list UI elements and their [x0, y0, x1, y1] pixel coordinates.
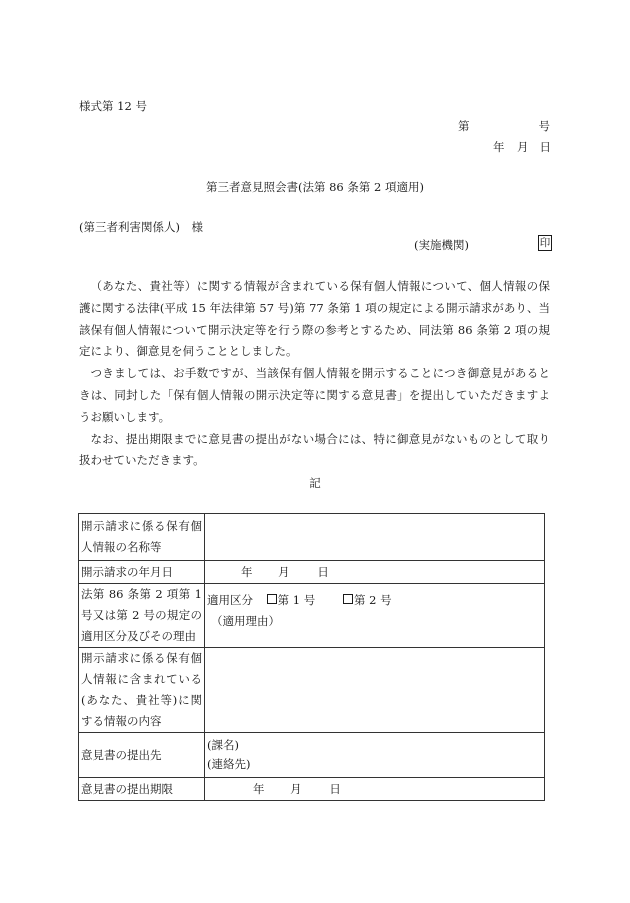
checkbox-icon[interactable]: [343, 594, 353, 604]
body-paragraph: つきましては、お手数ですが、当該保有個人情報を開示することにつき御意見があるときは、同封した「保有個人情報の開示決定等に関する意見書」を提出していただきますようお願いします。: [79, 366, 550, 424]
doc-date-month: 月: [517, 140, 529, 154]
option-item-2[interactable]: [343, 590, 392, 611]
table-row: [79, 733, 545, 778]
ki-heading: 記: [309, 476, 321, 490]
department-label: (課名): [207, 738, 239, 752]
option-label: 第 1 号: [277, 592, 316, 607]
issuer: (実施機関): [414, 238, 469, 252]
doc-number-prefix: 第: [458, 119, 470, 133]
row-label-deadline: 意見書の提出期限: [79, 778, 205, 801]
date-month: 月: [290, 781, 302, 796]
doc-date-year: 年: [493, 140, 505, 154]
body-paragraph: なお、提出期限までに意見書の提出がない場合には、特に御意見がないものとして取り扱わせていただきます。: [79, 431, 550, 468]
checkbox-icon[interactable]: [267, 594, 277, 604]
info-content-field[interactable]: [205, 648, 545, 733]
deadline-field[interactable]: [205, 778, 545, 801]
document-title: 第三者意見照会書(法第 86 条第 2 項適用): [205, 180, 425, 194]
date-day: 日: [329, 781, 341, 796]
table-row: [79, 584, 545, 648]
date-day: 日: [317, 564, 329, 579]
category-field: [205, 584, 545, 648]
body-paragraph: （あなた、貴社等）に関する情報が含まれている保有個人情報について、個人情報の保護に関する法律(平成 15 年法律第 57 号)第 77 条第 1 項の規定による開示請求があり、当該保有個人情報について開示決定等を行う際の参考とするため、同法第 86 条第 2 項の規定により、御意見を伺うこととしました。: [79, 279, 550, 359]
info-name-field[interactable]: [205, 514, 545, 561]
category-options: [207, 590, 542, 611]
row-label-info-name: 開示請求に係る保有個人情報の名称等: [79, 514, 205, 561]
option-label: 第 2 号: [353, 592, 392, 607]
submit-to-field[interactable]: [205, 733, 545, 778]
doc-date-day: 日: [539, 140, 551, 154]
date-year: 年: [253, 781, 265, 796]
table-row: [79, 561, 545, 584]
row-label-info-content: 開示請求に係る保有個人情報に含まれている(あなた、貴社等)に関する情報の内容: [79, 648, 205, 733]
details-table: [78, 513, 545, 801]
seal-mark: 印: [539, 237, 551, 249]
form-number: 様式第 12 号: [79, 99, 147, 113]
table-row: [79, 514, 545, 561]
reason-label: （適用理由）: [211, 613, 280, 628]
table-row: [79, 648, 545, 733]
body-text: [79, 276, 550, 472]
option-item-1[interactable]: [267, 590, 316, 611]
date-month: 月: [278, 564, 290, 579]
request-date-field[interactable]: [205, 561, 545, 584]
addressee: (第三者利害関係人) 様: [79, 220, 203, 234]
contact-label: (連絡先): [207, 757, 251, 771]
doc-number-suffix: 号: [538, 119, 550, 133]
table-row: [79, 778, 545, 801]
row-label-request-date: 開示請求の年月日: [79, 561, 205, 584]
row-label-submit-to: 意見書の提出先: [79, 733, 205, 778]
row-label-category: 法第 86 条第 2 項第 1 号又は第 2 号の規定の適用区分及びその理由: [79, 584, 205, 648]
date-year: 年: [241, 564, 253, 579]
category-label: 適用区分: [207, 592, 253, 607]
